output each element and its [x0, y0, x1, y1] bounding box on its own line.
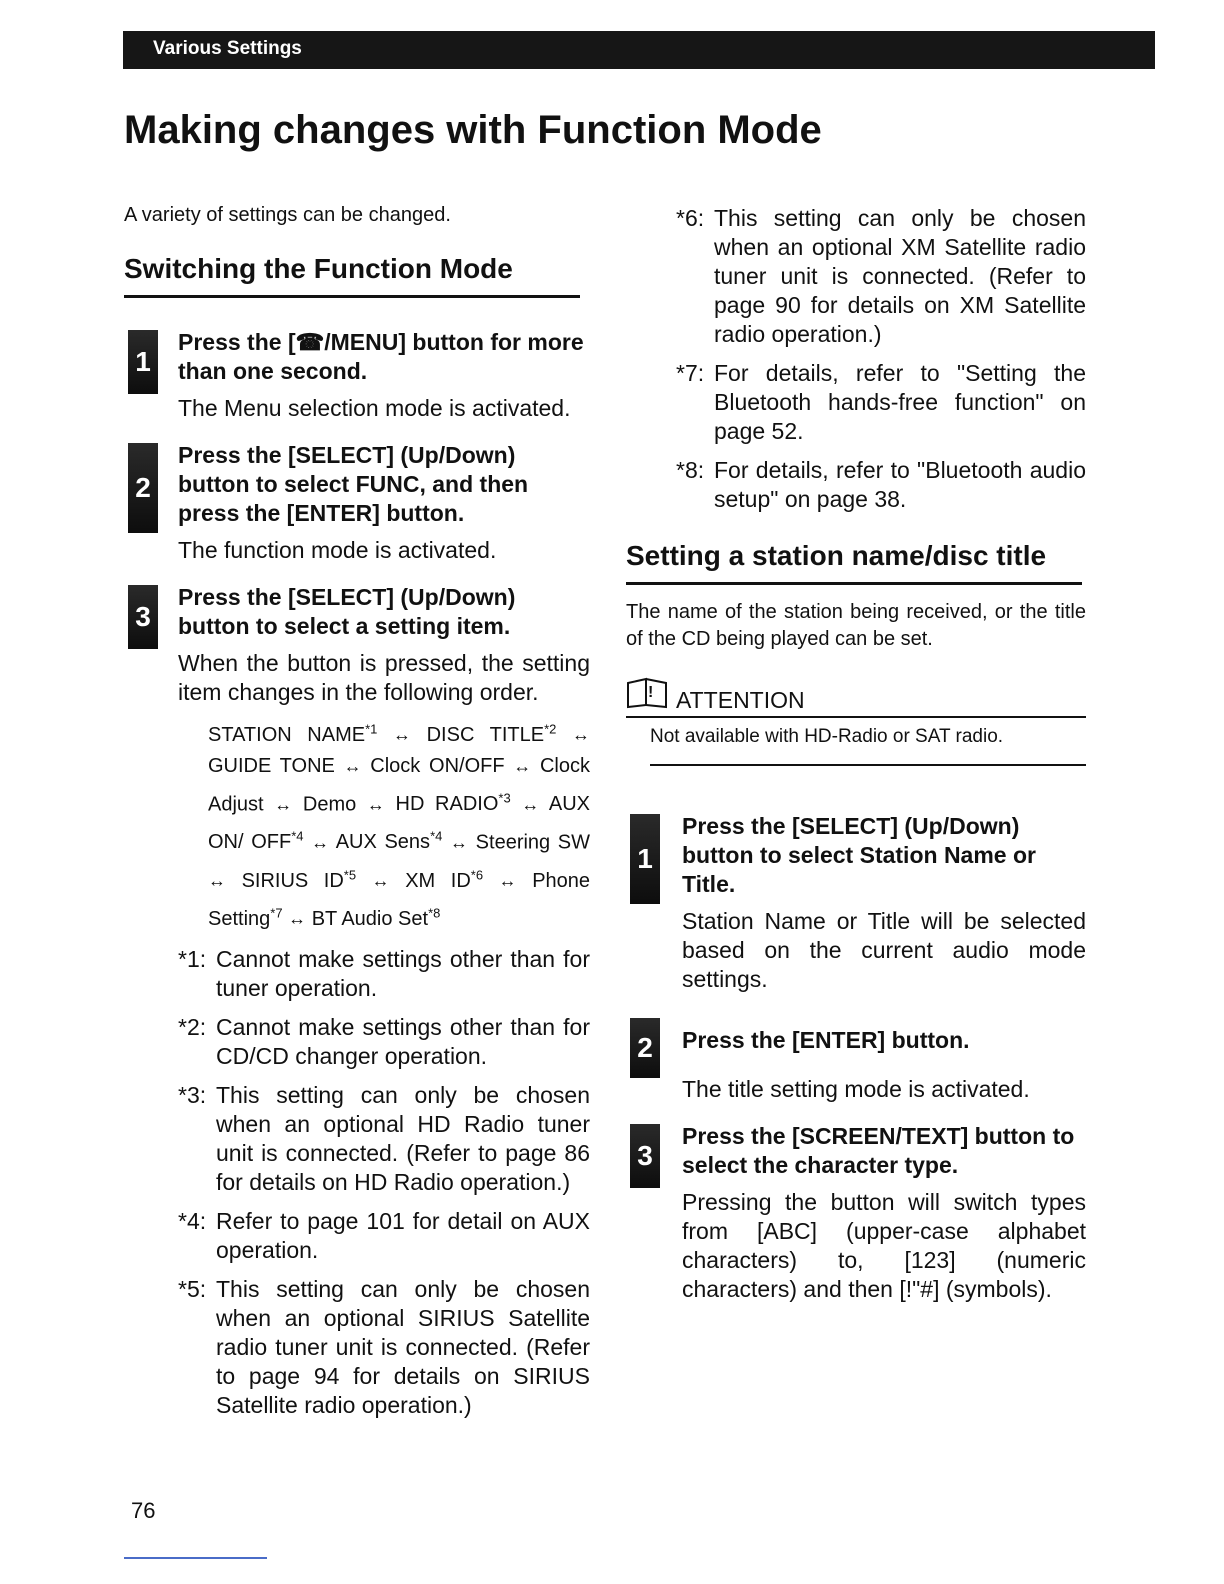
step-number-badge: 3 [630, 1124, 660, 1188]
footnote-ref: *8 [428, 905, 441, 921]
attention-text: Not available with HD-Radio or SAT radio. [650, 726, 1086, 766]
page-number: 76 [131, 1498, 156, 1523]
footnote-ref: *4 [430, 828, 443, 844]
double-arrow-icon: ↔ [371, 870, 390, 891]
step-description: The function mode is activated. [178, 537, 497, 563]
step-description: When the button is pressed, the setting item changes in the following order. [178, 650, 590, 705]
page-title: Making changes with Function Mode [124, 108, 822, 152]
footnote: *6: This setting can only be chosen when an optional XM Satellite radio tuner unit is connected. (Refer to page 90 for details on XM Satellite radio operation.) [676, 205, 1086, 347]
footnote: *8: For details, refer to "Bluetooth audio setup" on page 38. [676, 457, 1086, 512]
step-description: The Menu selection mode is activated. [178, 395, 571, 421]
right-column [626, 200, 1086, 1304]
footnote: *3: This setting can only be chosen when an optional HD Radio tuner unit is connected. (Refer to page 86 for details on HD Radio operation.) [178, 1082, 590, 1196]
switching-step-3 [124, 583, 590, 1420]
sequence-item: STATION NAME$^{*1}$ [208, 721, 378, 746]
footnote-ref: *5 [343, 866, 357, 882]
double-arrow-icon: ↔ [288, 908, 307, 929]
step-title: Press the [SCREEN/TEXT] button to select the character type. [682, 1123, 1075, 1178]
intro-text: A variety of settings can be changed. [124, 204, 451, 226]
footnote: *1: Cannot make settings other than for tuner operation. [178, 946, 590, 1002]
section-label: Various Settings [153, 38, 302, 59]
step-title: Press the [SELECT] (Up/Down) button to select Station Name or Title. [682, 813, 1036, 897]
footnote: *4: Refer to page 101 for detail on AUX operation. [178, 1208, 590, 1264]
step-number-badge: 3 [128, 585, 158, 649]
double-arrow-icon: ↔ [572, 724, 590, 745]
step-title: Press the [SELECT] (Up/Down) button to select a setting item. [178, 584, 516, 639]
double-arrow-icon: ↔ [513, 756, 532, 777]
step-number-badge: 2 [630, 1018, 660, 1078]
station-step-3 [626, 1122, 1086, 1304]
double-arrow-icon: ↔ [521, 794, 540, 815]
step-title: Press the [ENTER] button. [682, 1027, 970, 1053]
footnote-ref: *7 [270, 905, 283, 921]
step-number-badge: 1 [630, 814, 660, 904]
footnote: *2: Cannot make settings other than for CD/CD changer operation. [178, 1014, 590, 1070]
step-title: Press the [SELECT] (Up/Down) button to select FUNC, and then press the [ENTER] button. [178, 442, 529, 526]
setting-item-sequence [208, 713, 590, 935]
attention-book-icon [626, 675, 672, 714]
attention-header [626, 675, 1086, 718]
station-section-title: Setting a station name/disc title [626, 540, 1082, 585]
switching-step-1 [124, 328, 590, 423]
double-arrow-icon: ↔ [393, 724, 411, 745]
footnote-ref: *6 [470, 866, 484, 882]
footnote-ref: *3 [498, 790, 511, 806]
step-title: Press the [☎/MENU] button for more than one second. [178, 329, 584, 384]
sequence-item: Phone Setting$^{*7}$ [208, 869, 591, 930]
sequence-item: AUX Sens$^{*4}$ [335, 828, 443, 854]
step-number-badge: 2 [128, 443, 158, 533]
double-arrow-icon: ↔ [366, 794, 385, 815]
sequence-item: Clock ON/OFF [370, 755, 505, 778]
sequence-item: GUIDE TONE [208, 755, 335, 778]
step-description: Pressing the button will switch types from [ABC] (upper-case alphabet characters) to, [123] (numeric characters) and then [!"#] (symbols). [682, 1189, 1086, 1302]
sequence-item: Clock Adjust [208, 755, 590, 816]
double-arrow-icon: ↔ [450, 832, 469, 853]
footnotes-right [626, 204, 1086, 514]
section-header-bar [123, 31, 1155, 69]
footer-divider [124, 1557, 267, 1559]
sequence-item: AUX ON/ OFF$^{*4}$ [208, 793, 590, 854]
station-description: The name of the station being received, or the title of the CD being played can be set. [626, 601, 1086, 650]
footnote-ref: *1 [365, 721, 378, 736]
sequence-item: XM ID$^{*6}$ [405, 866, 484, 892]
footnote: *7: For details, refer to "Setting the Bluetooth hands-free function" on page 52. [676, 360, 1086, 444]
step-description: Station Name or Title will be selected based on the current audio mode settings. [682, 908, 1086, 992]
footnote-ref: *4 [291, 828, 304, 844]
step-description: The title setting mode is activated. [682, 1076, 1030, 1102]
svg-text:!: ! [648, 684, 654, 701]
switching-step-2 [124, 441, 590, 565]
double-arrow-icon: ↔ [311, 832, 330, 853]
step-number-badge: 1 [128, 330, 158, 394]
left-column [124, 200, 590, 1420]
attention-box [626, 675, 1086, 766]
footnotes-left [178, 945, 590, 1420]
sequence-item: HD RADIO$^{*3}$ [395, 790, 511, 816]
double-arrow-icon: ↔ [498, 870, 517, 891]
station-step-2 [626, 1016, 1086, 1104]
footnote: *5: This setting can only be chosen when an optional SIRIUS Satellite radio tuner unit is connected. (Refer to page 94 for details on SIRIUS Satellite radio operation.) [178, 1276, 590, 1419]
double-arrow-icon: ↔ [343, 756, 362, 777]
sequence-item: Demo [302, 793, 357, 816]
attention-label: ATTENTION [676, 687, 805, 713]
station-step-1 [626, 812, 1086, 994]
sequence-item: SIRIUS ID$^{*5}$ [241, 866, 357, 892]
footnote-ref: *2 [544, 721, 557, 736]
double-arrow-icon: ↔ [208, 870, 226, 891]
sequence-item: BT Audio Set$^{*8}$ [311, 905, 441, 930]
sequence-item: Steering SW [475, 831, 591, 854]
switching-section-title: Switching the Function Mode [124, 253, 580, 298]
sequence-item: DISC TITLE$^{*2}$ [426, 721, 557, 746]
double-arrow-icon: ↔ [274, 794, 293, 815]
